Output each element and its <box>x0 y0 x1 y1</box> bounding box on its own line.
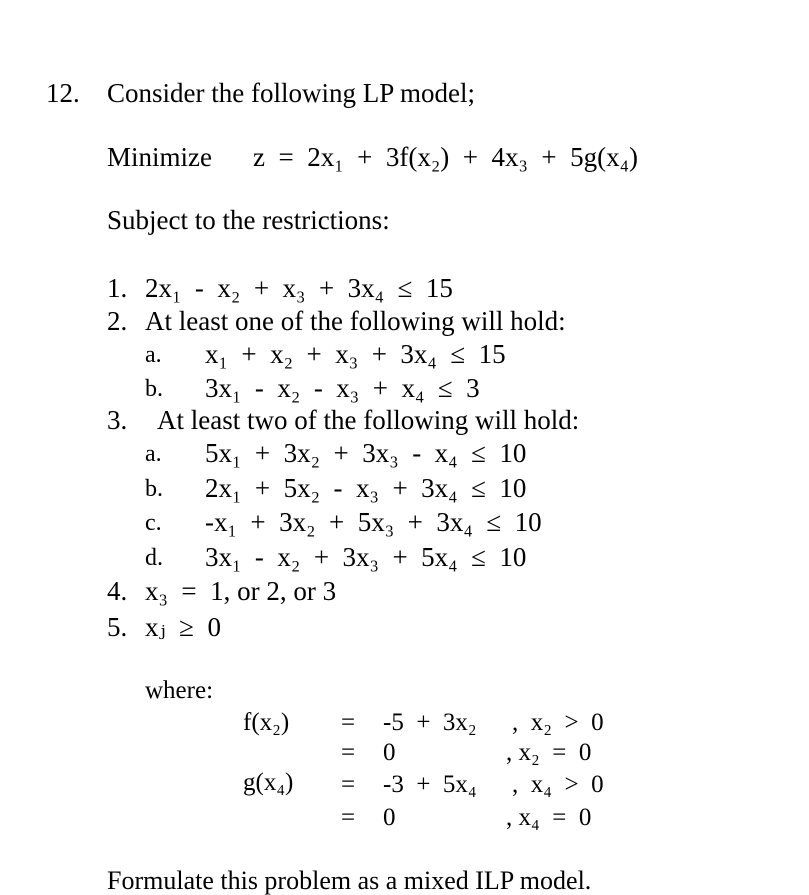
constraint-5-number: 5. <box>107 612 128 642</box>
constraint-4-number: 4. <box>107 576 128 606</box>
problem-intro: Consider the following LP model; <box>107 78 475 108</box>
constraint-2b-label: b. <box>145 376 163 402</box>
where-equals-1: = <box>341 709 356 736</box>
constraint-1-number: 1. <box>107 273 128 303</box>
constraint-1-text: 2x₁ - x₂ + x₃ + 3x₄ ≤ 15 <box>145 273 453 303</box>
g-piece-2-cond: , x₄ = 0 <box>506 804 592 831</box>
constraint-3b-label: b. <box>145 476 163 502</box>
constraint-2-text: At least one of the following will hold: <box>145 306 566 336</box>
constraint-2a-text: x₁ + x₂ + x₃ + 3x₄ ≤ 15 <box>205 339 506 369</box>
footer-clip <box>0 866 809 895</box>
constraint-4-text: x₃ = 1, or 2, or 3 <box>145 576 337 606</box>
constraint-2-number: 2. <box>107 306 128 336</box>
f-piece-2-expr: 0 <box>383 739 396 766</box>
f-piece-1-expr: -5 + 3x₂ <box>383 709 477 736</box>
constraint-3-number: 3. <box>107 405 128 435</box>
objective-expression: z = 2x₁ + 3f(x₂) + 4x₃ + 5g(x₄) <box>253 142 639 172</box>
objective-label: Minimize <box>107 142 212 172</box>
subject-to-heading: Subject to the restrictions: <box>107 205 390 235</box>
problem-number: 12. <box>46 78 80 108</box>
f-piece-1-cond: , x₂ > 0 <box>512 709 604 736</box>
where-label: where: <box>145 677 214 704</box>
constraint-2b-text: 3x₁ - x₂ - x₃ + x₄ ≤ 3 <box>205 373 480 403</box>
f-function-name: f(x₂) <box>243 709 290 736</box>
constraint-3c-label: c. <box>145 510 162 536</box>
g-function-name: g(x₄) <box>243 769 294 796</box>
footer-instruction: Formulate this problem as a mixed ILP model. <box>107 866 592 895</box>
constraint-3d-text: 3x₁ - x₂ + 3x₃ + 5x₄ ≤ 10 <box>205 542 527 572</box>
where-equals-3: = <box>341 771 356 798</box>
constraint-3c-text: -x₁ + 3x₂ + 5x₃ + 3x₄ ≤ 10 <box>205 507 542 537</box>
where-equals-4: = <box>341 804 356 831</box>
constraint-3a-text: 5x₁ + 3x₂ + 3x₃ - x₄ ≤ 10 <box>205 438 527 468</box>
constraint-2a-label: a. <box>145 342 162 368</box>
constraint-3a-label: a. <box>145 441 162 467</box>
constraint-5-text: xⱼ ≥ 0 <box>145 612 221 642</box>
constraint-3d-label: d. <box>145 545 163 571</box>
where-equals-2: = <box>341 739 356 766</box>
constraint-3b-text: 2x₁ + 5x₂ - x₃ + 3x₄ ≤ 10 <box>205 473 527 503</box>
g-piece-1-expr: -3 + 5x₄ <box>383 771 477 798</box>
g-piece-1-cond: , x₄ > 0 <box>512 771 604 798</box>
f-piece-2-cond: , x₂ = 0 <box>506 739 592 766</box>
g-piece-2-expr: 0 <box>383 804 396 831</box>
constraint-3-text: At least two of the following will hold: <box>157 405 580 435</box>
